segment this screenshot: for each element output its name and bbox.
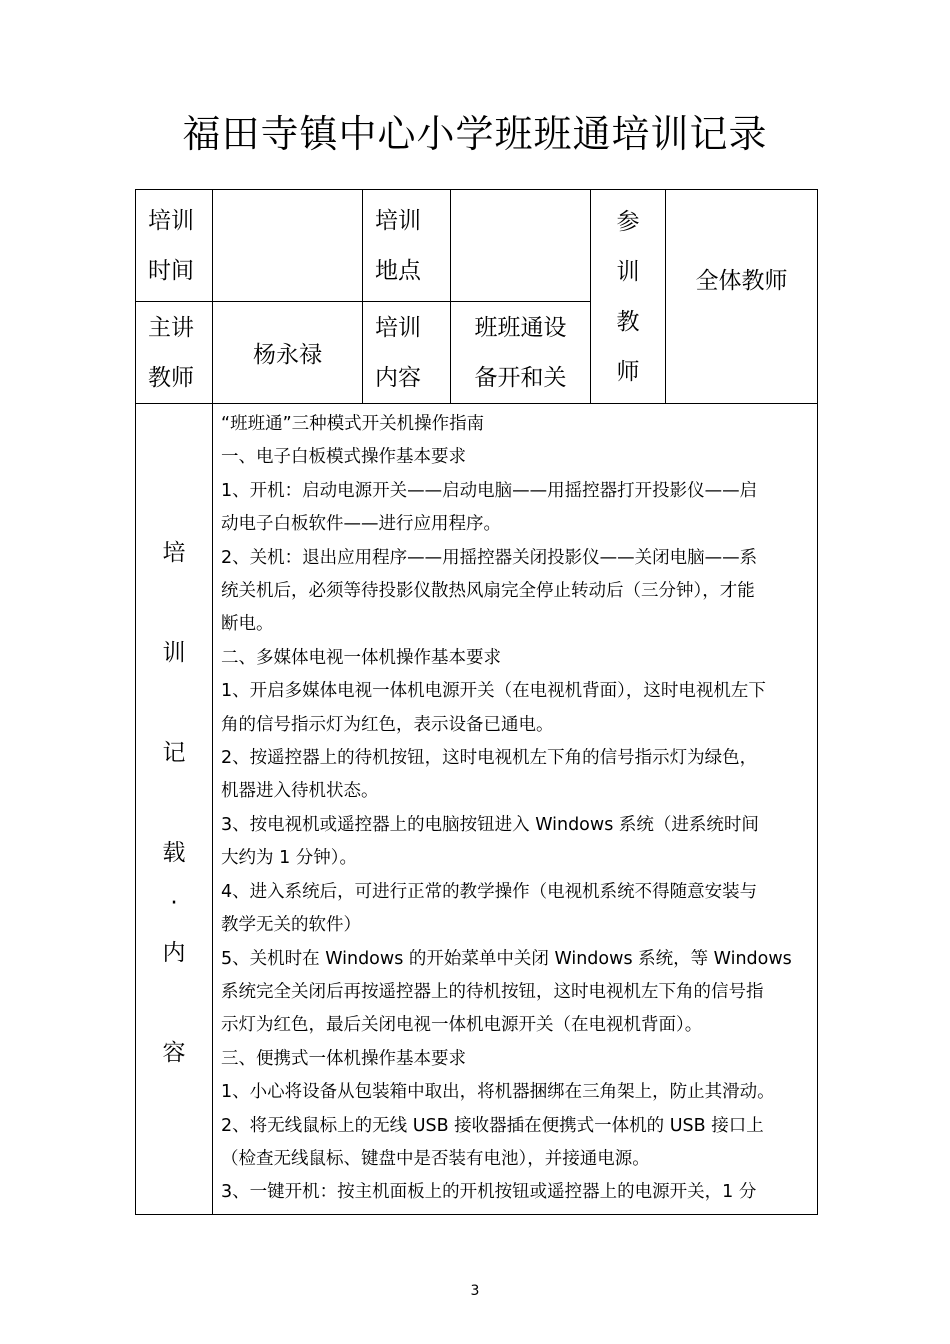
record-line: 三、便携式一体机操作基本要求 [221, 1048, 466, 1069]
record-content [213, 404, 818, 1215]
record-line: 3、按电视机或遥控器上的电脑按钮进入 Windows 系统（进系统时间 [221, 814, 759, 835]
training-content-label: 培训 内容 [363, 302, 451, 404]
record-line: 二、多媒体电视一体机操作基本要求 [221, 647, 501, 668]
record-line: 角的信号指示灯为红色，表示设备已通电。 [221, 714, 554, 735]
record-line: 断电。 [221, 614, 274, 635]
training-time-value [213, 190, 363, 302]
record-line: 示灯为红色，最后关闭电视一体机电源开关（在电视机背面）。 [221, 1015, 703, 1036]
lecturer-label: 主讲 教师 [136, 302, 213, 404]
record-line: 机器进入待机状态。 [221, 781, 379, 802]
record-line: 4、进入系统后，可进行正常的教学操作（电视机系统不得随意安装与 [221, 881, 758, 902]
training-content-value: 班班通设 备开和关 [451, 302, 591, 404]
page-number: 3 [470, 1283, 480, 1299]
record-line: 1、开启多媒体电视一体机电源开关（在电视机背面），这时电视机左下 [221, 681, 766, 702]
record-line: 动电子白板软件——进行应用程序。 [221, 514, 501, 535]
record-line: “班班通”三种模式开关机操作指南 [221, 414, 485, 434]
record-line: 5、关机时在 Windows 的开始菜单中关闭 Windows 系统，等 Windows [221, 948, 792, 969]
record-line: 2、将无线鼠标上的无线 USB 接收器插在便携式一体机的 USB 接口上 [221, 1115, 764, 1136]
record-line: 2、关机：退出应用程序——用摇控器关闭投影仪——关闭电脑——系 [221, 547, 758, 568]
record-line: （检查无线鼠标、键盘中是否装有电池），并接通电源。 [221, 1148, 650, 1169]
record-line: 系统完全关闭后再按遥控器上的待机按钮，这时电视机左下角的信号指 [221, 981, 764, 1002]
page-title: 福田寺镇中心小学班班通培训记录 [182, 112, 768, 156]
training-record-table [135, 189, 818, 1215]
record-line: 统关机后，必须等待投影仪散热风扇完全停止转动后（三分钟），才能 [221, 581, 755, 602]
record-line: 一、电子白板模式操作基本要求 [221, 447, 466, 468]
record-line: 教学无关的软件） [221, 915, 361, 936]
record-line: 2、按遥控器上的待机按钮，这时电视机左下角的信号指示灯为绿色， [221, 748, 758, 769]
lecturer-value: 杨永禄 [213, 302, 363, 404]
record-line: 3、一键开机：按主机面板上的开机按钮或遥控器上的电源开关，1 分 [221, 1182, 757, 1203]
record-line: 1、开机：启动电源开关——启动电脑——用摇控器打开投影仪——启 [221, 480, 758, 501]
training-place-value [451, 190, 591, 302]
record-line: 1、小心将设备从包装箱中取出，将机器捆绑在三角架上，防止其滑动。 [221, 1082, 775, 1103]
record-line: 大约为 1 分钟）。 [221, 848, 358, 869]
training-place-label: 培训 地点 [363, 190, 451, 302]
participants-label: 参 训 教 师 [591, 190, 666, 404]
training-time-label: 培训 时间 [136, 190, 213, 302]
participants-value: 全体教师 [666, 190, 818, 404]
record-side-label: 培 训 记 载 · 内 容 [136, 404, 213, 1215]
